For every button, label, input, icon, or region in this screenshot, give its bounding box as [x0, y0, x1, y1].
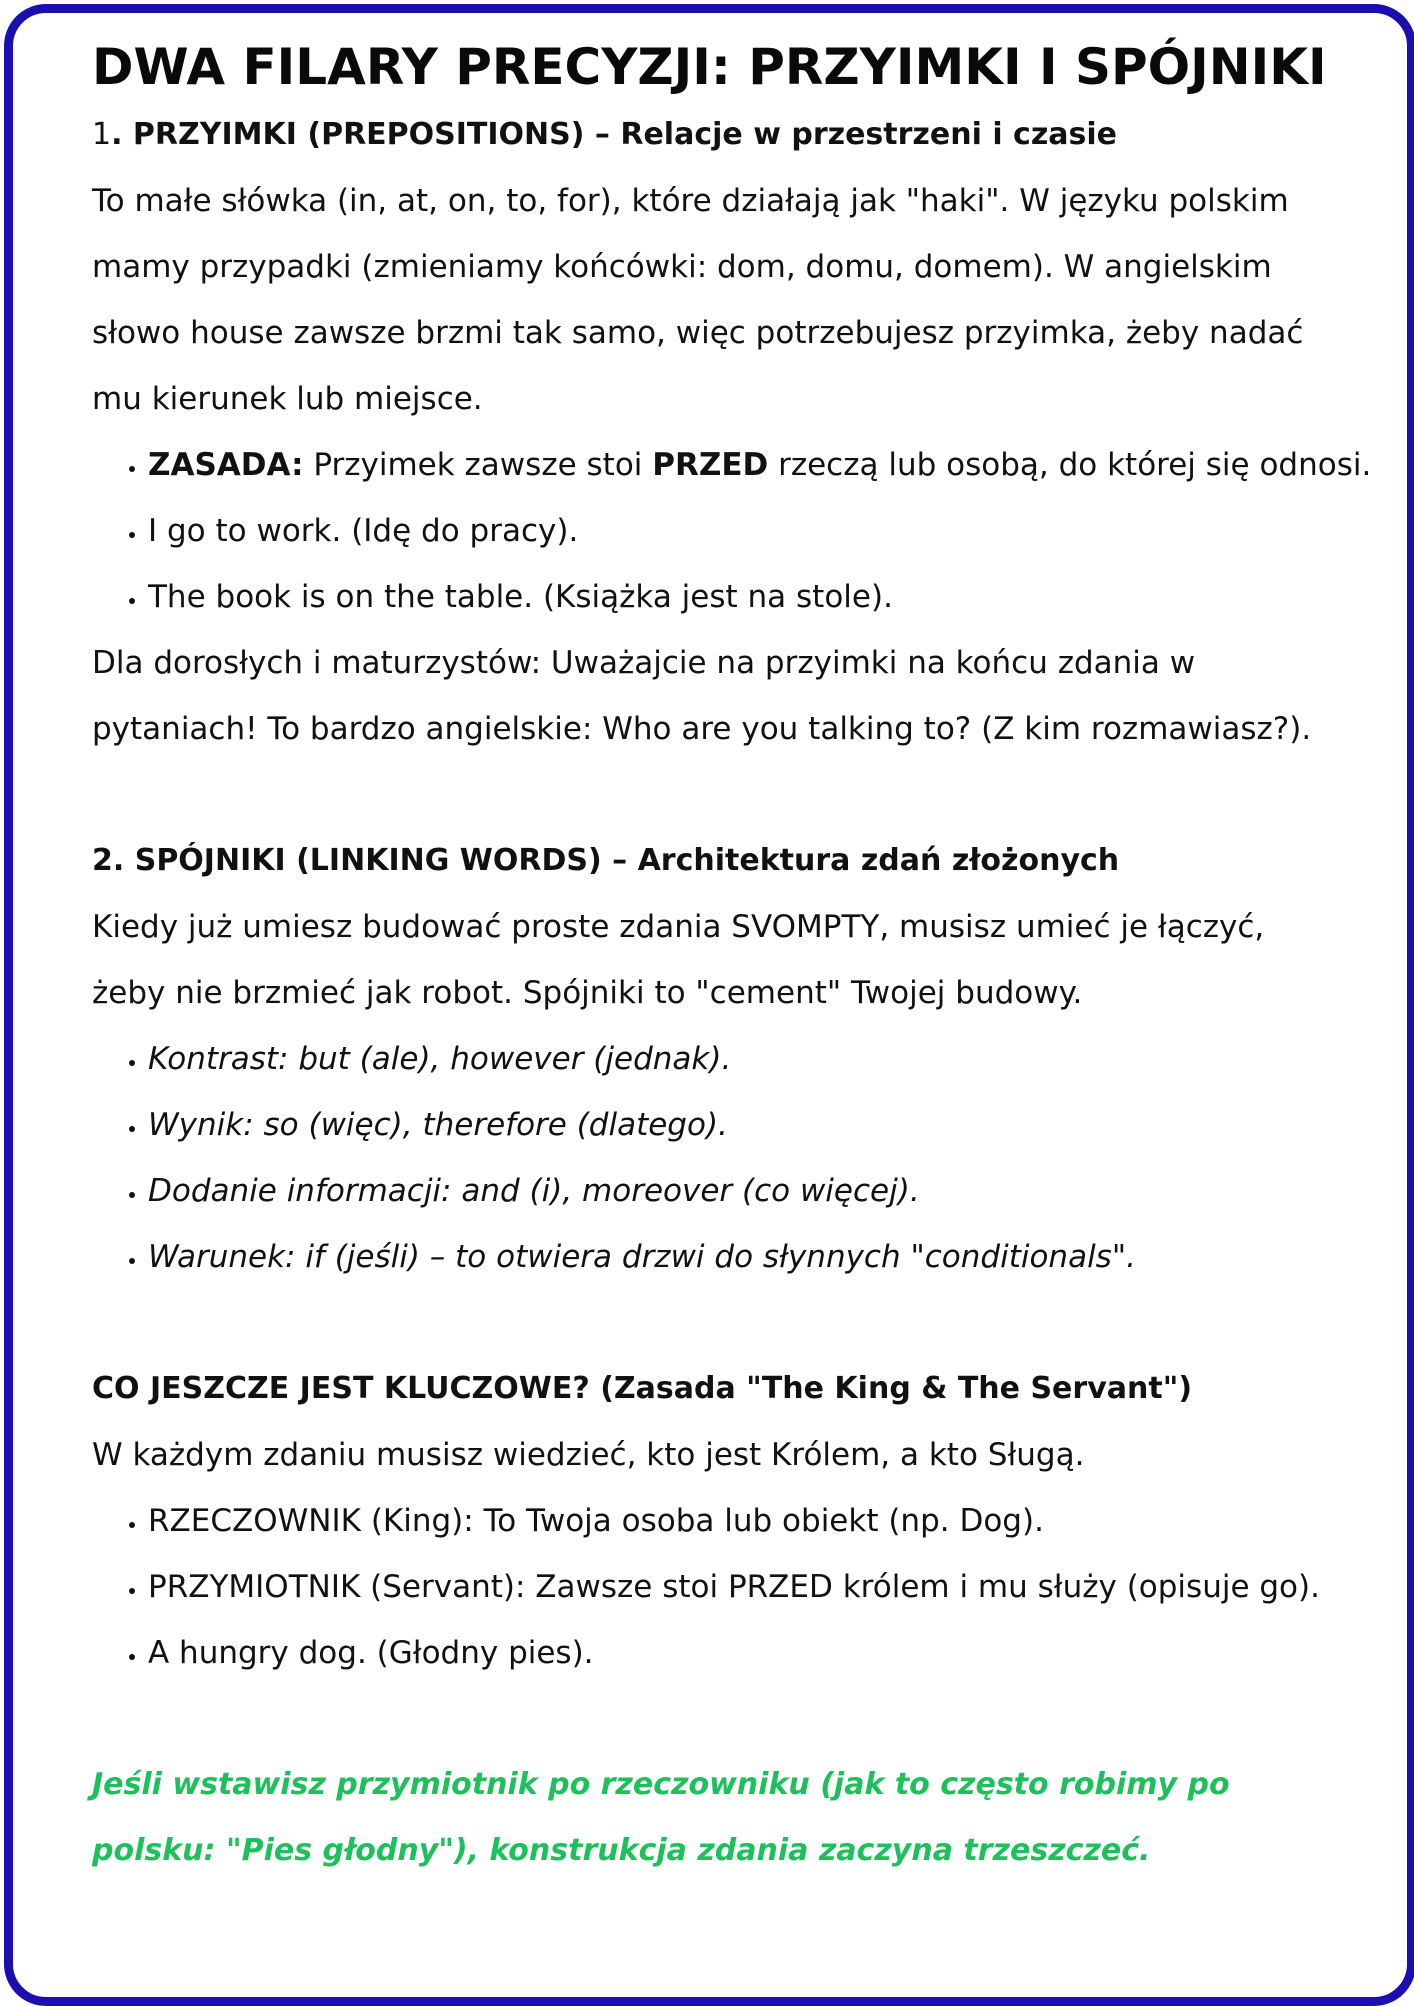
example-item: • I go to work. (Idę do pracy). [148, 498, 1342, 564]
section3-heading: CO JESZCZE JEST KLUCZOWE? (Zasada "The King & The Servant") [92, 1371, 1193, 1406]
section1-number: 1 [92, 117, 112, 152]
king-servant-item: • RZECZOWNIK (King): To Twoja osoba lub obiekt (np. Dog). [148, 1488, 1342, 1554]
section1-list [92, 432, 1372, 630]
rule-text-a: Przyimek zawsze stoi [303, 447, 653, 483]
section1-intro: To małe słówka (in, at, on, to, for), które działają jak "haki". W języku polskim mamy przypadki (zmieniamy końcówki: dom, domu, domem). W angielskim słowo house zawsze brzmi tak samo, więc potrzebujesz przyimka, żeby nadać mu kierunek lub miejsce. [92, 183, 1304, 417]
rule-label: ZASADA: [148, 447, 304, 483]
document-content [92, 32, 1372, 1884]
linking-item: • Wynik: so (więc), therefore (dlatego). [148, 1092, 1342, 1158]
section1-heading [92, 102, 1342, 168]
section2-list [92, 1026, 1342, 1290]
highlight-note: Jeśli wstawisz przymiotnik po rzeczowniku (jak to często robimy po polsku: "Pies głodny"), konstrukcja zdania zaczyna trzeszczeć. [92, 1767, 1230, 1868]
section3-list [92, 1488, 1342, 1686]
rule-text-b: PRZED [652, 447, 769, 483]
king-servant-item: • PRZYMIOTNIK (Servant): Zawsze stoi PRZED królem i mu służy (opisuje go). [148, 1554, 1342, 1620]
section1-heading-text: . PRZYIMKI (PREPOSITIONS) – Relacje w przestrzeni i czasie [111, 117, 1118, 152]
king-servant-item: • A hungry dog. (Głodny pies). [148, 1620, 1342, 1686]
rule-text-c: rzeczą lub osobą, do której się odnosi. [768, 447, 1372, 483]
rule-item [148, 432, 1372, 498]
linking-item: • Warunek: if (jeśli) – to otwiera drzwi do słynnych "conditionals". [148, 1224, 1342, 1290]
linking-item: • Kontrast: but (ale), however (jednak). [148, 1026, 1342, 1092]
linking-item: • Dodanie informacji: and (i), moreover (co więcej). [148, 1158, 1342, 1224]
section2-heading: 2. SPÓJNIKI (LINKING WORDS) – Architektura zdań złożonych [92, 843, 1120, 878]
section3-intro: W każdym zdaniu musisz wiedzieć, kto jest Królem, a kto Sługą. [92, 1437, 1085, 1473]
example-item: • The book is on the table. (Książka jest na stole). [148, 564, 1342, 630]
section1-note: Dla dorosłych i maturzystów: Uważajcie na przyimki na końcu zdania w pytaniach! To bardzo angielskie: Who are you talking to? (Z kim rozmawiasz?). [92, 645, 1312, 747]
page-title: DWA FILARY PRECYZJI: PRZYIMKI I SPÓJNIKI [92, 38, 1327, 96]
section2-intro: Kiedy już umiesz budować proste zdania SVOMPTY, musisz umieć je łączyć, żeby nie brzmieć jak robot. Spójniki to "cement" Twojej budowy. [92, 909, 1265, 1011]
